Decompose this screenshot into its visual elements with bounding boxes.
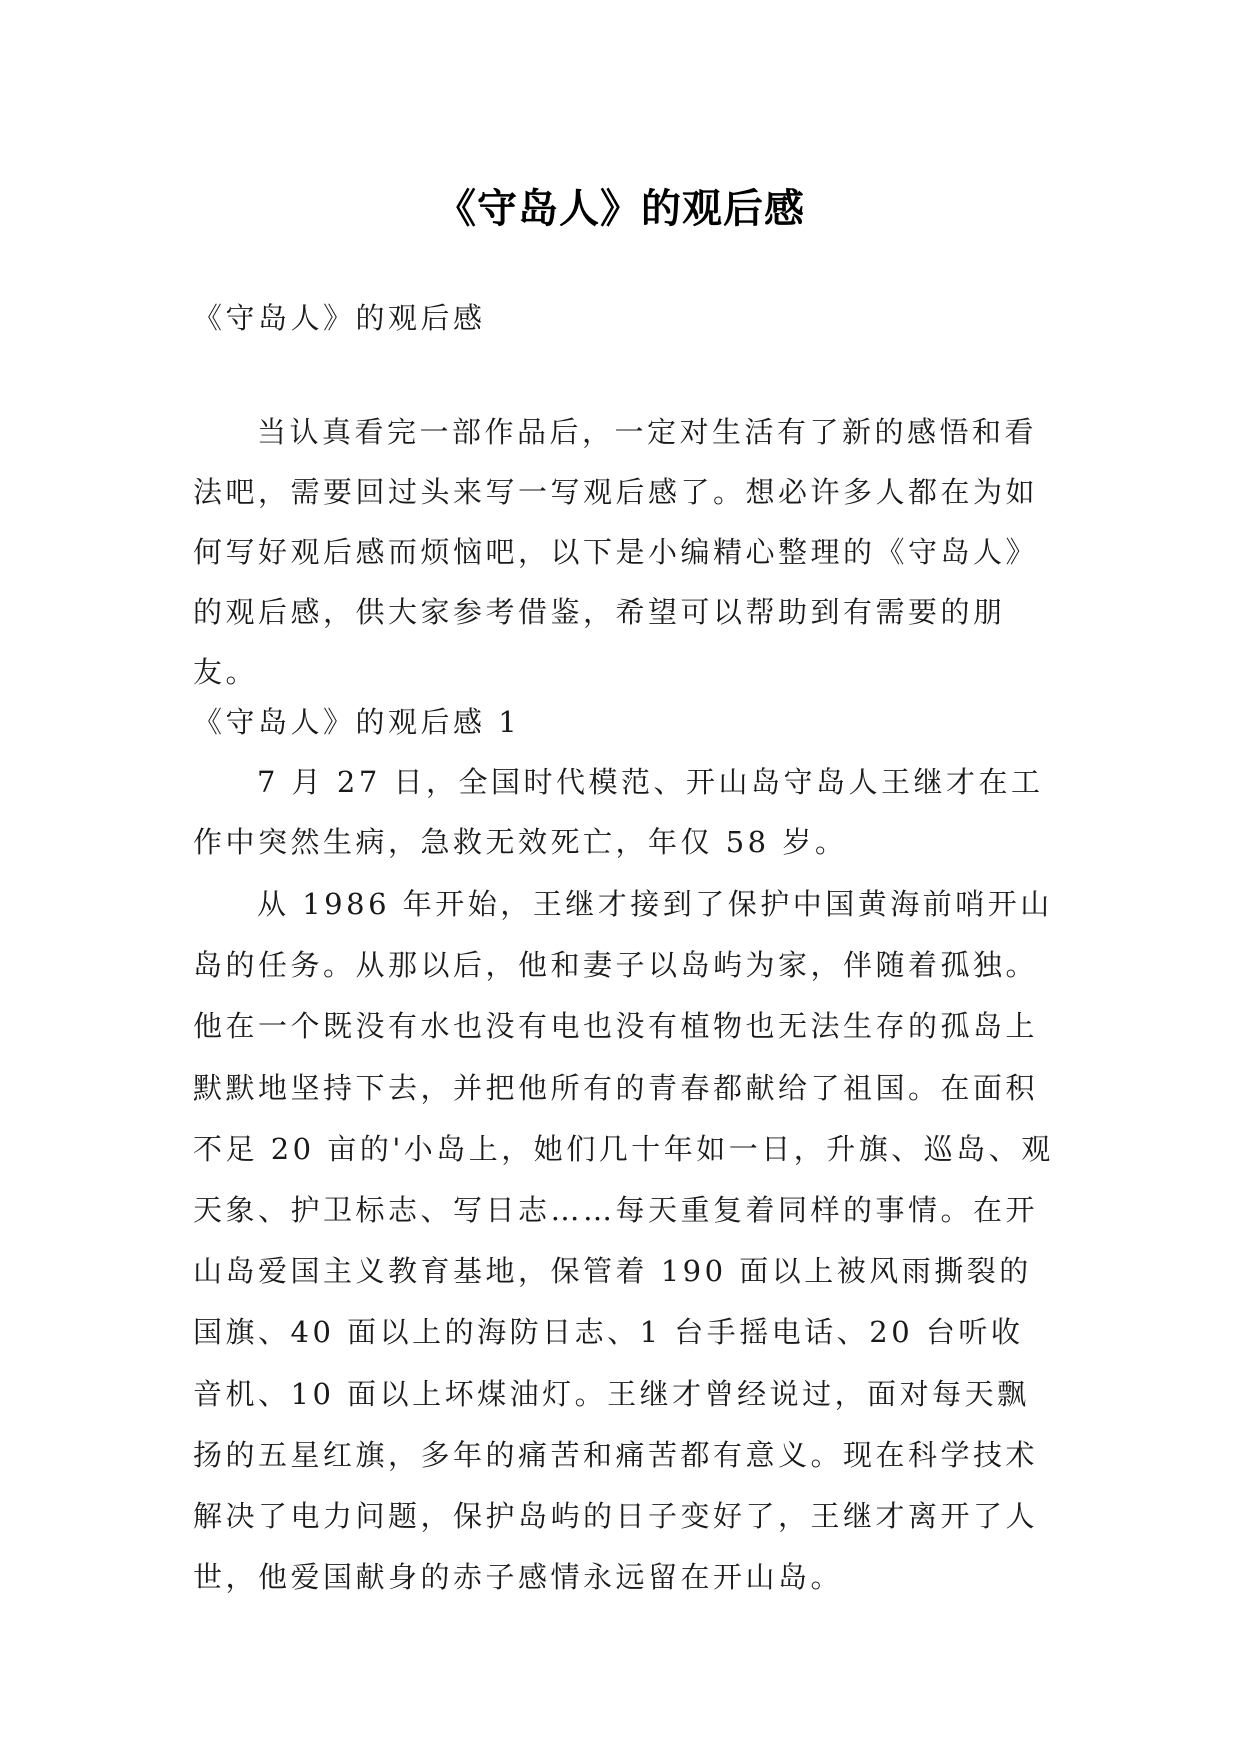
- body-paragraph: 从 1986 年开始，王继才接到了保护中国黄海前哨开山岛的任务。从那以后，他和妻子以岛屿为家，伴随着孤独。他在一个既没有水也没有电也没有植物也无法生存的孤岛上默默地坚持下去，并把他所有的青春都献给了祖国。在面积不足 20 亩的'小岛上，她们几十年如一日，升旗、巡岛、观天象、护卫标志、写日志……每天重复着同样的事情。在开山岛爱国主义教育基地，保管着 190 面以上被风雨撕裂的国旗、40 面以上的海防日志、1 台手摇电话、20 台听收音机、10 面以上坏煤油灯。王继才曾经说过，面对每天飘扬的五星红旗，多年的痛苦和痛苦都有意义。现在科学技术解决了电力问题，保护岛屿的日子变好了，王继才离开了人世，他爱国献身的赤子感情永远留在开山岛。: [193, 887, 1054, 1595]
- document-subtitle: 《守岛人》的观后感: [193, 301, 486, 335]
- body-paragraph: 7 月 27 日，全国时代模范、开山岛守岛人王继才在工作中突然生病，急救无效死亡，年仅 58 岁。: [193, 765, 1044, 859]
- section-heading: 《守岛人》的观后感 1: [193, 705, 521, 739]
- intro-paragraph: 当认真看完一部作品后，一定对生活有了新的感悟和看法吧，需要回过头来写一写观后感了。想必许多人都在为如何写好观后感而烦恼吧，以下是小编精心整理的《守岛人》的观后感，供大家参考借鉴，希望可以帮助到有需要的朋友。: [193, 415, 1039, 689]
- document-title: 《守岛人》的观后感: [436, 184, 805, 232]
